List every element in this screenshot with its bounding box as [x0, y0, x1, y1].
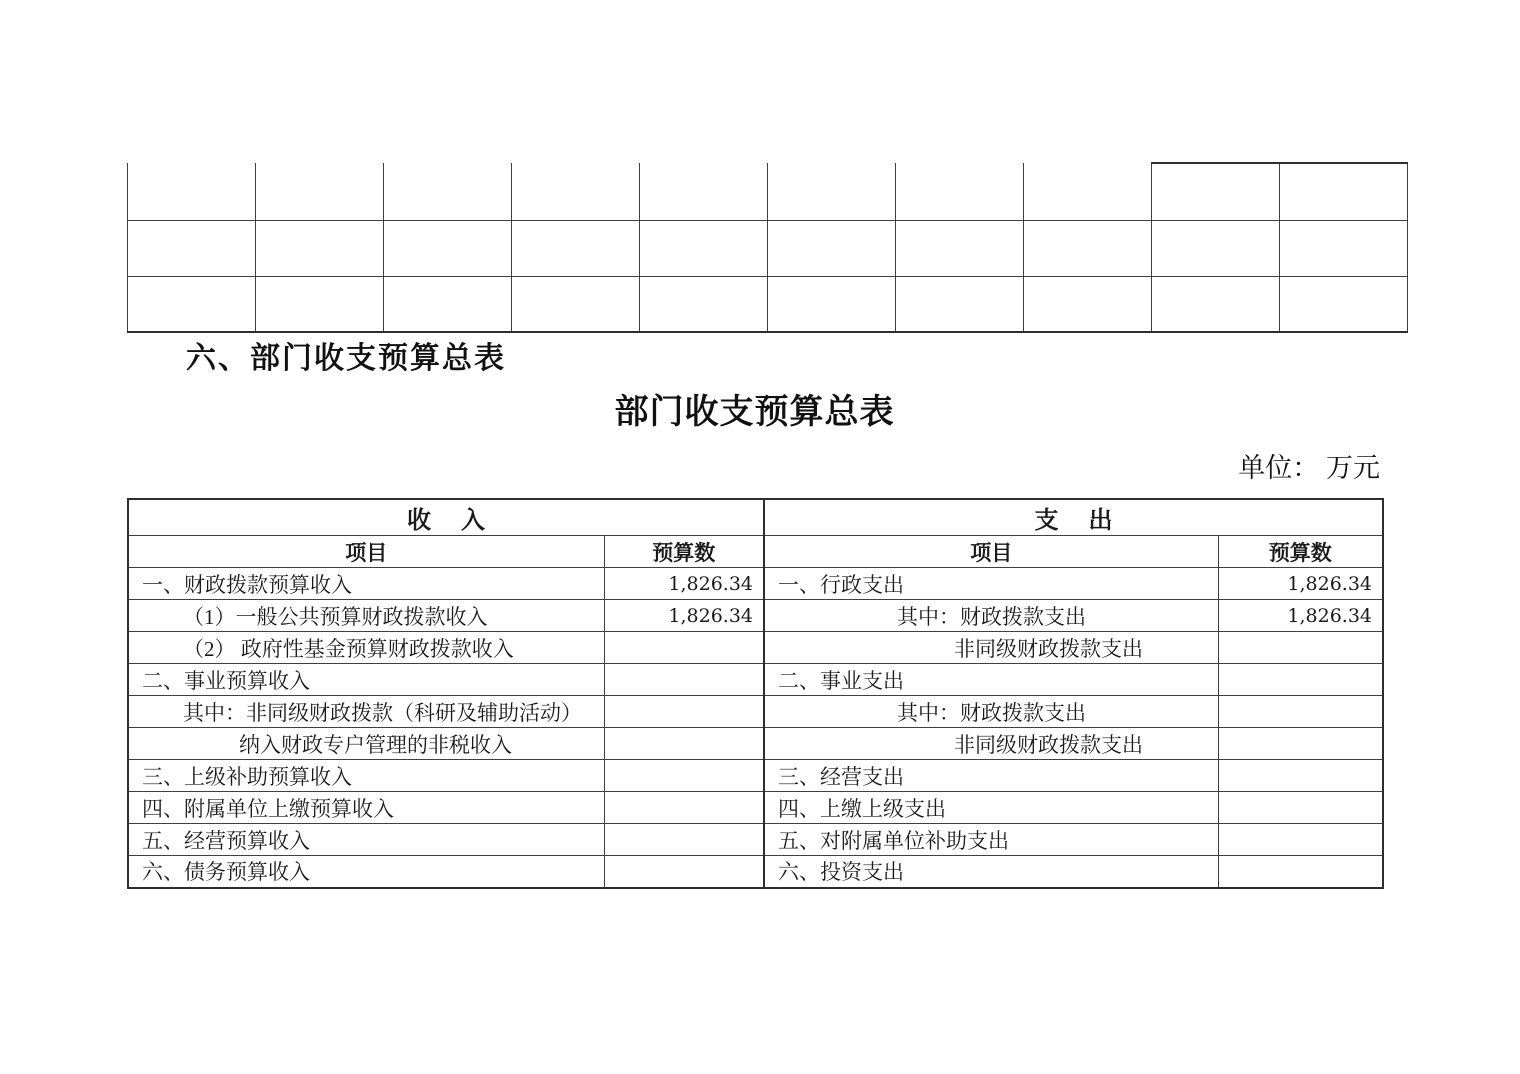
expense-value-cell — [1218, 792, 1383, 824]
expense-item-cell: 三、经营支出 — [764, 760, 1218, 792]
budget-row — [128, 568, 1383, 600]
empty-table-cell — [128, 276, 256, 332]
empty-table-cell — [512, 276, 640, 332]
empty-table-cell — [896, 276, 1024, 332]
expense-item-cell: 二、事业支出 — [764, 664, 1218, 696]
empty-table-cell — [384, 163, 512, 220]
empty-table-cell — [768, 276, 896, 332]
budget-summary-table — [127, 498, 1384, 889]
expense-value-cell — [1218, 664, 1383, 696]
empty-table-cell — [256, 163, 384, 220]
expense-value-cell — [1218, 728, 1383, 760]
empty-table-cell — [128, 163, 256, 220]
empty-table-cell — [1152, 276, 1280, 332]
empty-table-cell — [1280, 220, 1408, 276]
empty-table-cell — [256, 276, 384, 332]
expense-value-cell: 1,826.34 — [1218, 568, 1383, 600]
income-value-cell: 1,826.34 — [604, 568, 764, 600]
budget-row — [128, 600, 1383, 632]
empty-table-cell — [896, 220, 1024, 276]
income-value-cell — [604, 696, 764, 728]
empty-table-cell — [768, 220, 896, 276]
income-value-cell — [604, 792, 764, 824]
income-value-cell — [604, 760, 764, 792]
budget-row — [128, 664, 1383, 696]
empty-table-row — [128, 220, 1408, 276]
budget-row — [128, 760, 1383, 792]
income-value-cell: 1,826.34 — [604, 600, 764, 632]
income-item-header: 项目 — [128, 536, 604, 568]
empty-table-cell — [384, 220, 512, 276]
income-item-cell: 六、债务预算收入 — [128, 856, 604, 888]
income-value-cell — [604, 856, 764, 888]
income-item-cell: 其中：非同级财政拨款（科研及辅助活动） — [128, 696, 604, 728]
empty-table-cell — [512, 163, 640, 220]
empty-table-cell — [640, 220, 768, 276]
expense-value-cell — [1218, 632, 1383, 664]
expense-item-cell: 非同级财政拨款支出 — [764, 728, 1218, 760]
budget-row — [128, 792, 1383, 824]
expense-item-cell: 其中：财政拨款支出 — [764, 600, 1218, 632]
income-item-cell: 五、经营预算收入 — [128, 824, 604, 856]
empty-table-cell — [1024, 220, 1152, 276]
budget-row — [128, 728, 1383, 760]
income-item-cell: 四、附属单位上缴预算收入 — [128, 792, 604, 824]
half-header-row — [128, 499, 1383, 536]
income-budget-header: 预算数 — [604, 536, 764, 568]
expense-item-cell: 其中：财政拨款支出 — [764, 696, 1218, 728]
expense-value-cell — [1218, 696, 1383, 728]
expense-value-cell: 1,826.34 — [1218, 600, 1383, 632]
expense-item-cell: 六、投资支出 — [764, 856, 1218, 888]
empty-table-cell — [512, 220, 640, 276]
income-item-cell: 一、财政拨款预算收入 — [128, 568, 604, 600]
budget-row — [128, 632, 1383, 664]
unit-label: 单位： 万元 — [1238, 453, 1380, 483]
column-header-row — [128, 536, 1383, 568]
empty-table-cell — [1280, 163, 1408, 220]
income-item-cell: 二、事业预算收入 — [128, 664, 604, 696]
empty-table-cell — [1024, 163, 1152, 220]
expense-value-cell — [1218, 824, 1383, 856]
empty-table-cell — [1024, 276, 1152, 332]
budget-row — [128, 856, 1383, 888]
expense-value-cell — [1218, 760, 1383, 792]
expense-budget-header: 预算数 — [1218, 536, 1383, 568]
income-item-cell: 三、上级补助预算收入 — [128, 760, 604, 792]
expense-item-cell: 非同级财政拨款支出 — [764, 632, 1218, 664]
expense-value-cell — [1218, 856, 1383, 888]
empty-table-row — [128, 276, 1408, 332]
empty-table-cell — [768, 163, 896, 220]
empty-table-cell — [1152, 220, 1280, 276]
expense-item-header: 项目 — [764, 536, 1218, 568]
empty-table-cell — [256, 220, 384, 276]
empty-continuation-table — [127, 162, 1408, 333]
empty-table-cell — [128, 220, 256, 276]
empty-table-cell — [384, 276, 512, 332]
income-value-cell — [604, 664, 764, 696]
section-heading: 六、部门收支预算总表 — [186, 341, 506, 376]
budget-row — [128, 696, 1383, 728]
expense-item-cell: 一、行政支出 — [764, 568, 1218, 600]
expense-item-cell: 四、上缴上级支出 — [764, 792, 1218, 824]
empty-table-row — [128, 163, 1408, 220]
income-value-cell — [604, 632, 764, 664]
income-item-cell: （1）一般公共预算财政拨款收入 — [128, 600, 604, 632]
income-value-cell — [604, 824, 764, 856]
budget-row — [128, 824, 1383, 856]
income-item-cell: 纳入财政专户管理的非税收入 — [128, 728, 604, 760]
expense-section-header: 支 出 — [764, 499, 1383, 536]
empty-table-cell — [640, 276, 768, 332]
empty-table-cell — [896, 163, 1024, 220]
table-title: 部门收支预算总表 — [614, 394, 895, 431]
empty-table-cell — [1152, 163, 1280, 220]
income-section-header: 收 入 — [128, 499, 764, 536]
empty-table-cell — [640, 163, 768, 220]
expense-item-cell: 五、对附属单位补助支出 — [764, 824, 1218, 856]
income-value-cell — [604, 728, 764, 760]
income-item-cell: （2） 政府性基金预算财政拨款收入 — [128, 632, 604, 664]
empty-table-cell — [1280, 276, 1408, 332]
